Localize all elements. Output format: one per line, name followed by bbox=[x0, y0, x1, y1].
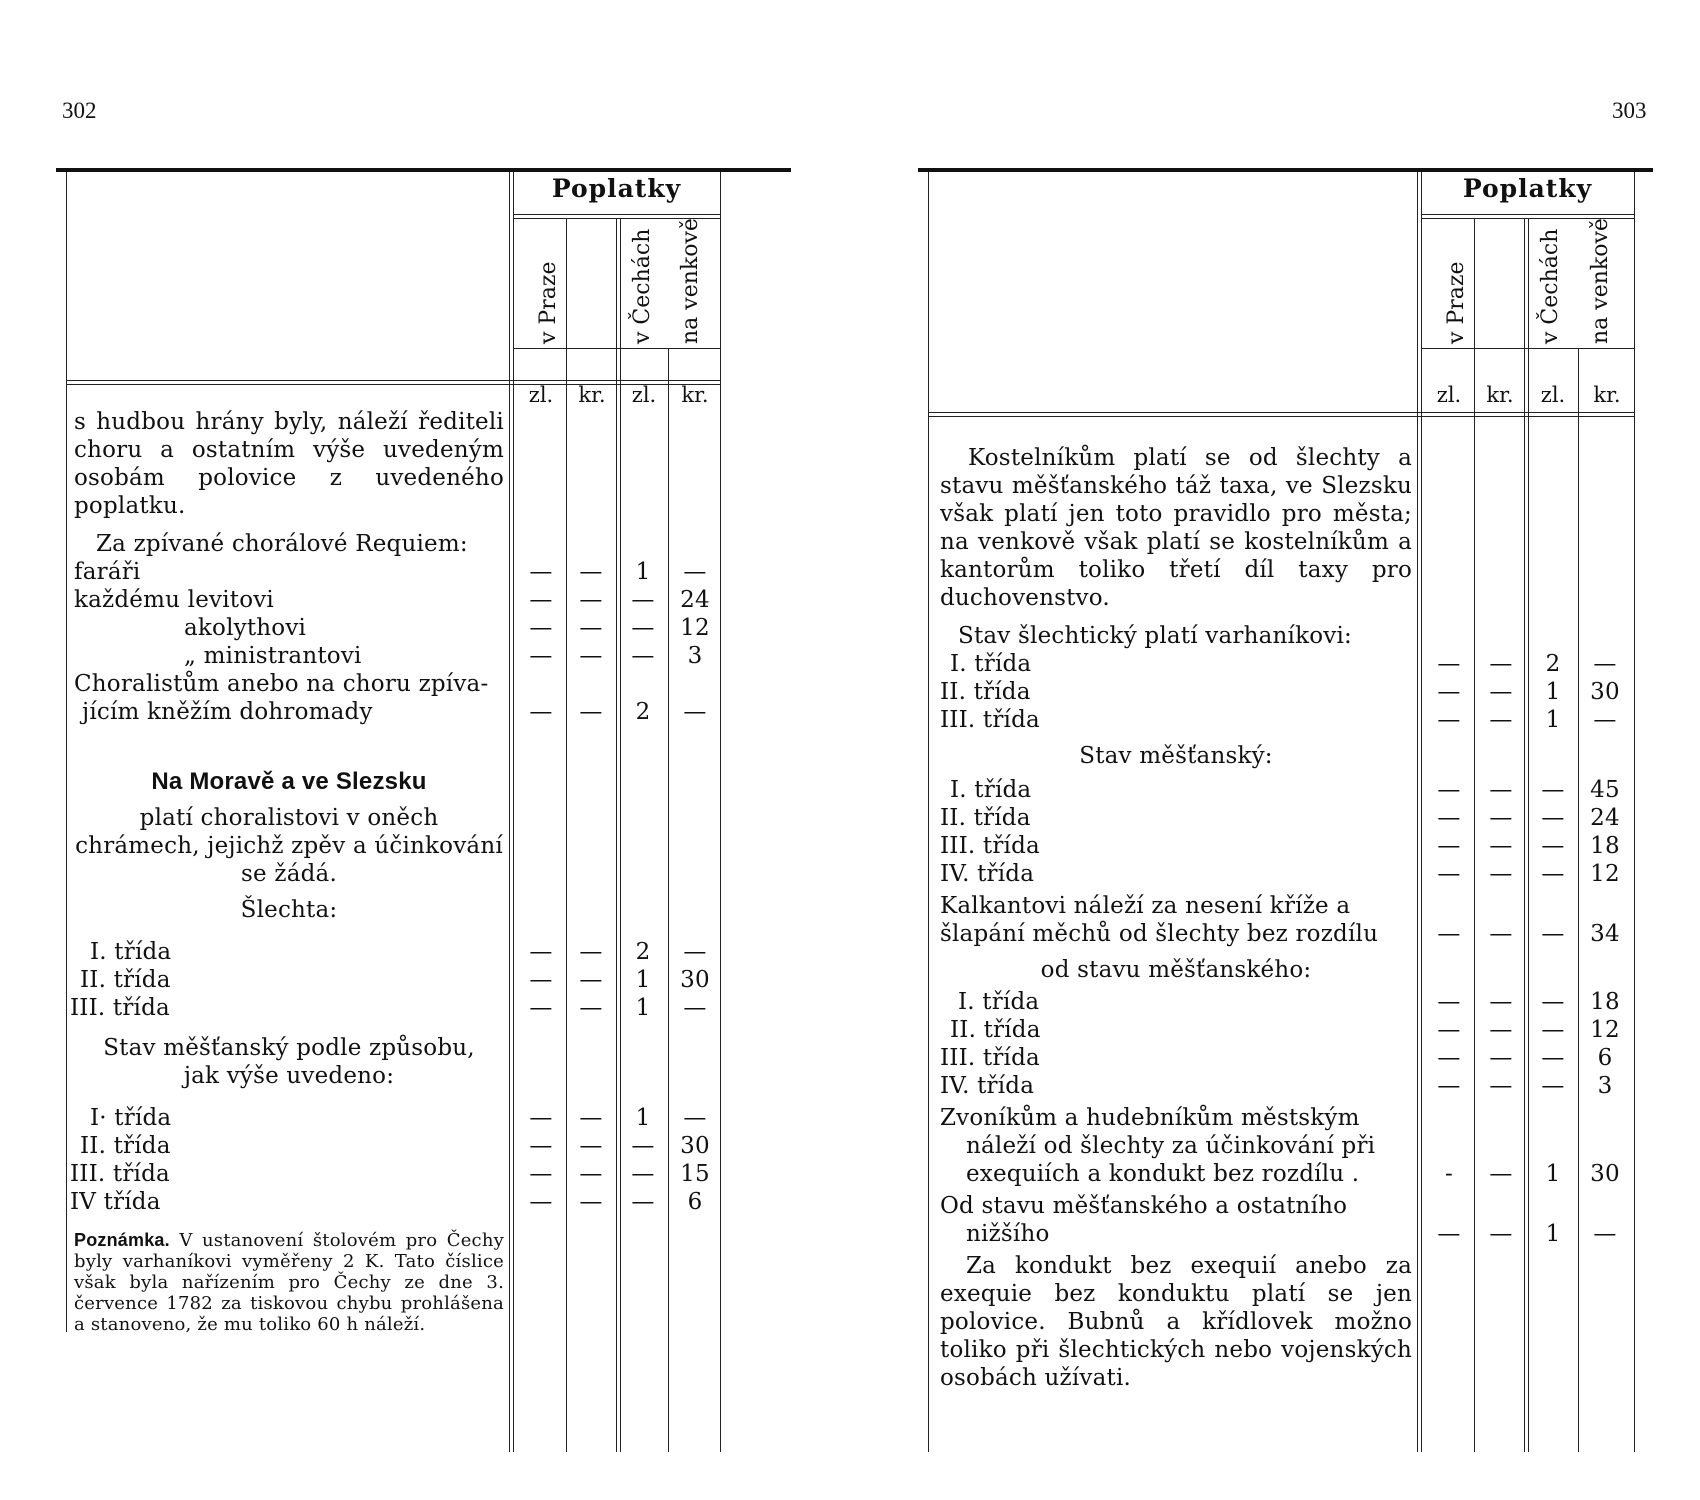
row-label: I. třída bbox=[950, 777, 1032, 803]
row-label: I· třída bbox=[90, 1105, 172, 1131]
right-page bbox=[918, 168, 1653, 1458]
row-value-2: — bbox=[579, 995, 603, 1021]
row-value-1: — bbox=[1437, 1073, 1461, 1099]
row-value-4: 6 bbox=[687, 1189, 703, 1215]
table-row bbox=[940, 804, 1620, 832]
zvon-row-1: Zvoníkům a hudebníkům městským bbox=[940, 1105, 1360, 1131]
row-label: I. třída bbox=[958, 989, 1040, 1015]
row-label: III. třída bbox=[70, 1161, 170, 1187]
table-row bbox=[74, 558, 707, 586]
row-value-2: — bbox=[579, 939, 603, 965]
row-value-4: 3 bbox=[1597, 1073, 1613, 1099]
row-value-1: — bbox=[1437, 805, 1461, 831]
row-value-3: — bbox=[1541, 1073, 1565, 1099]
poplatky-heading: Poplatky bbox=[1462, 174, 1593, 203]
row-value-4: 18 bbox=[1590, 989, 1620, 1015]
row-value-2: — bbox=[579, 559, 603, 585]
row-value-3: 1 bbox=[635, 995, 651, 1021]
row-value-3: 1 bbox=[1545, 679, 1561, 705]
row-value-3: 1 bbox=[635, 1105, 651, 1131]
row-value-1: — bbox=[1437, 989, 1461, 1015]
row-value-3: — bbox=[631, 643, 655, 669]
row-value-2: — bbox=[1489, 679, 1513, 705]
row-value-1: — bbox=[529, 939, 553, 965]
section-heading: Na Moravě a ve Slezsku bbox=[151, 768, 427, 795]
row-value-1: — bbox=[1437, 1017, 1461, 1043]
row-value-1: — bbox=[529, 1105, 553, 1131]
intro-paragraph: Kostelníkům platí se od šlechty a stavu měšťanského táž taxa, ve Slezsku však platí jen toto pravidlo pro města; na venkově však platí se kostelníkům a kantorům toliko třetí díl taxy pro duchovenstvo. bbox=[940, 445, 1412, 611]
row-value-2: — bbox=[579, 615, 603, 641]
row-value-1: — bbox=[529, 559, 553, 585]
row-value-1: — bbox=[529, 967, 553, 993]
row-value-3: — bbox=[1541, 805, 1565, 831]
intro-paragraph: s hudbou hrány byly, náleží řediteli choru a ostatním výše uvedeným osobám polovice z uvedeného poplatku. bbox=[74, 409, 504, 519]
footnote-text: V ustanovení štolovém pro Čechy byly varhaníkovi vyměřeny 2 K. Tato číslice však byla nařízením pro Čechy ze dne 3. července 1782 za tiskovou chybu prohlášena a stanoveno, že mu toliko 60 h náleží. bbox=[74, 1230, 504, 1335]
table-row bbox=[70, 1160, 710, 1188]
kalk-mest-heading: od stavu měšťanského: bbox=[1040, 957, 1312, 983]
requiem-table bbox=[74, 558, 710, 670]
row-value-4: — bbox=[683, 939, 707, 965]
row-value-3: — bbox=[1541, 1017, 1565, 1043]
row-value-4: 30 bbox=[1590, 679, 1620, 705]
column-heading-praha: v Praze bbox=[536, 261, 561, 344]
od-row-2: nižšího — — 1 — bbox=[966, 1221, 1617, 1247]
row-value-1: — bbox=[1437, 1045, 1461, 1071]
row-value-4: 30 bbox=[680, 1133, 710, 1159]
row-label: III. třída bbox=[70, 995, 170, 1021]
row-label: III. třída bbox=[940, 707, 1040, 733]
row-value-4: 3 bbox=[687, 643, 703, 669]
row-value-2: — bbox=[1489, 1017, 1513, 1043]
row-value-2: — bbox=[1489, 707, 1513, 733]
row-value-2: — bbox=[1489, 777, 1513, 803]
choralists-row-2: jícím kněžím dohromady — — 2 — bbox=[82, 699, 707, 725]
row-value-3: — bbox=[631, 1133, 655, 1159]
right-body bbox=[940, 444, 1620, 1392]
row-value-3: — bbox=[1541, 777, 1565, 803]
header-rule-3 bbox=[513, 348, 720, 349]
table-row bbox=[940, 706, 1617, 734]
row-value-1: — bbox=[529, 1133, 553, 1159]
table-row bbox=[940, 678, 1620, 706]
row-value-3: 1 bbox=[635, 967, 651, 993]
right-border bbox=[1634, 172, 1635, 1452]
row-value-2: — bbox=[579, 587, 603, 613]
row-value-4: — bbox=[1593, 707, 1617, 733]
col-line-1 bbox=[566, 218, 567, 1452]
col-line-2 bbox=[616, 218, 617, 1452]
text-column-border bbox=[1417, 172, 1418, 1452]
row-value-3: 1 bbox=[635, 559, 651, 585]
row-label: III. třída bbox=[940, 1045, 1040, 1071]
row-value-4: — bbox=[683, 995, 707, 1021]
row-value-1: — bbox=[529, 1189, 553, 1215]
od-row-1: Od stavu měšťanského a ostatního bbox=[940, 1193, 1348, 1219]
table-row bbox=[940, 650, 1617, 678]
left-page bbox=[56, 168, 791, 1458]
row-value-1: — bbox=[529, 615, 553, 641]
kalk-row-2: šlapání měchů od šlechty bez rozdílu — — — 34 bbox=[940, 921, 1620, 947]
table-row bbox=[74, 1104, 707, 1132]
row-value-2: — bbox=[579, 643, 603, 669]
row-label: II. třída bbox=[950, 1017, 1041, 1043]
poplatky-heading: Poplatky bbox=[551, 174, 682, 203]
row-value-2: — bbox=[579, 1161, 603, 1187]
row-value-3: 2 bbox=[635, 939, 651, 965]
row-value-4: 15 bbox=[680, 1161, 710, 1187]
row-value-3: — bbox=[1541, 833, 1565, 859]
unit-zl-2: zl. bbox=[1540, 383, 1566, 407]
unit-kr: kr. bbox=[1486, 383, 1514, 407]
table-row bbox=[940, 1016, 1620, 1044]
col-line-3 bbox=[1578, 348, 1579, 1452]
row-label: III. třída bbox=[940, 833, 1040, 859]
row-value-2: — bbox=[1489, 989, 1513, 1015]
row-value-1: — bbox=[529, 1161, 553, 1187]
row-value-3: — bbox=[631, 1161, 655, 1187]
left-body bbox=[70, 408, 710, 1335]
unit-zl: zl. bbox=[1436, 383, 1462, 407]
kalk-row-1: Kalkantovi náleží za nesení kříže a bbox=[940, 893, 1351, 919]
row-value-2: — bbox=[1489, 651, 1513, 677]
row-label: „ ministrantovi bbox=[184, 643, 362, 669]
row-value-2: — bbox=[1489, 805, 1513, 831]
row-label: II. třída bbox=[940, 805, 1031, 831]
table-row bbox=[940, 776, 1620, 804]
column-heading-praha: v Praze bbox=[1444, 261, 1469, 344]
varh-table bbox=[940, 650, 1620, 734]
table-row bbox=[940, 1044, 1613, 1072]
unit-kr-2: kr. bbox=[1593, 383, 1621, 407]
section-intro: platí choralistovi v oněch chrámech, jejichž zpěv a účinkování se žádá. bbox=[75, 805, 503, 887]
row-value-4: 45 bbox=[1590, 777, 1620, 803]
row-value-2: — bbox=[1489, 861, 1513, 887]
row-value-4: 30 bbox=[680, 967, 710, 993]
row-value-1: — bbox=[1437, 679, 1461, 705]
row-value-1: — bbox=[1437, 651, 1461, 677]
row-value-4: 24 bbox=[1590, 805, 1620, 831]
table-row bbox=[74, 938, 707, 966]
header-rule-3 bbox=[1421, 348, 1634, 349]
col-line-3 bbox=[668, 348, 669, 1452]
column-heading-venkove: na venkově bbox=[678, 218, 703, 344]
header-bottom-rule bbox=[928, 412, 1634, 413]
table-row bbox=[74, 586, 710, 614]
table-row bbox=[74, 642, 703, 670]
row-label: I. třída bbox=[950, 651, 1032, 677]
row-value-3: — bbox=[1541, 1045, 1565, 1071]
row-value-3: — bbox=[631, 1189, 655, 1215]
row-label: IV. třída bbox=[940, 1073, 1035, 1099]
zvon-row-2: náleží od šlechty za účinkování při bbox=[966, 1133, 1376, 1159]
table-row bbox=[940, 832, 1620, 860]
table-row bbox=[940, 988, 1620, 1016]
row-label: II. třída bbox=[940, 679, 1031, 705]
text-column-border-2 bbox=[513, 172, 514, 1452]
top-rule bbox=[918, 168, 1653, 172]
closing-paragraph: Za kondukt bez exequií anebo za exequie bez konduktu platí se jen polovice. Bubnů a křídlovek možno toliko při šlechtických nebo vojenských osobách užívati. bbox=[940, 1253, 1412, 1391]
row-value-1: — bbox=[1437, 777, 1461, 803]
row-value-1: — bbox=[1437, 861, 1461, 887]
top-rule bbox=[56, 168, 791, 172]
column-heading-cechach: v Čechách bbox=[1538, 228, 1563, 344]
row-value-4: 18 bbox=[1590, 833, 1620, 859]
row-value-3: 1 bbox=[1545, 707, 1561, 733]
kalk-table bbox=[940, 988, 1620, 1100]
mest-heading: Stav měšťanský podle způsobu, jak výše uvedeno: bbox=[103, 1035, 475, 1089]
table-row bbox=[74, 1132, 710, 1160]
right-border bbox=[720, 172, 721, 1452]
row-label: IV. třída bbox=[940, 861, 1035, 887]
row-label: IV třída bbox=[70, 1189, 161, 1215]
row-label: faráři bbox=[74, 559, 141, 585]
slechta-heading: Šlechta: bbox=[240, 897, 338, 923]
mest-table bbox=[940, 776, 1620, 888]
unit-kr-2: kr. bbox=[681, 383, 709, 407]
footnote-label: Poznámka. bbox=[74, 1230, 170, 1250]
requiem-heading: Za zpívané chorálové Requiem: bbox=[96, 531, 468, 557]
row-value-4: — bbox=[683, 559, 707, 585]
column-heading-cechach: v Čechách bbox=[630, 228, 655, 344]
left-border bbox=[66, 172, 67, 1332]
row-value-1: — bbox=[529, 643, 553, 669]
row-value-3: 2 bbox=[1545, 651, 1561, 677]
mest-table bbox=[70, 1104, 710, 1216]
mest-heading: Stav měšťanský: bbox=[1079, 743, 1273, 769]
row-label: II. třída bbox=[80, 967, 171, 993]
row-value-2: — bbox=[579, 1105, 603, 1131]
row-value-2: — bbox=[1489, 833, 1513, 859]
table-row bbox=[70, 1188, 703, 1216]
unit-zl-2: zl. bbox=[631, 383, 657, 407]
row-value-2: — bbox=[579, 1189, 603, 1215]
header-bottom-rule-2 bbox=[928, 416, 1634, 417]
table-row bbox=[70, 994, 707, 1022]
zvon-row-3: exequiích a kondukt bez rozdílu . - — 1 30 bbox=[966, 1161, 1620, 1187]
page-number-left: 302 bbox=[62, 98, 97, 123]
row-label: každému levitovi bbox=[74, 587, 274, 613]
unit-zl: zl. bbox=[528, 383, 554, 407]
row-label: I. třída bbox=[90, 939, 172, 965]
row-value-1: — bbox=[529, 587, 553, 613]
choralists-row-1: Choralistům anebo na choru zpíva- bbox=[74, 671, 489, 697]
text-column-border-2 bbox=[1421, 172, 1422, 1452]
row-value-1: — bbox=[529, 995, 553, 1021]
row-value-4: 6 bbox=[1597, 1045, 1613, 1071]
footnote bbox=[74, 1230, 504, 1335]
row-value-2: — bbox=[1489, 1073, 1513, 1099]
left-border bbox=[928, 172, 929, 1452]
row-value-4: 12 bbox=[1590, 1017, 1620, 1043]
col-line-1 bbox=[1474, 218, 1475, 1452]
row-label: II. třída bbox=[80, 1133, 171, 1159]
row-value-4: 12 bbox=[1590, 861, 1620, 887]
row-value-4: — bbox=[683, 1105, 707, 1131]
column-heading-venkove: na venkově bbox=[1588, 218, 1613, 344]
row-value-3: — bbox=[1541, 989, 1565, 1015]
page-number-right: 303 bbox=[1612, 98, 1647, 123]
row-value-2: — bbox=[579, 967, 603, 993]
row-value-2: — bbox=[579, 1133, 603, 1159]
text-column-border bbox=[509, 172, 510, 1452]
row-value-2: — bbox=[1489, 1045, 1513, 1071]
table-row bbox=[74, 614, 710, 642]
varh-heading: Stav šlechtický platí varhaníkovi: bbox=[958, 623, 1352, 649]
table-row bbox=[74, 966, 710, 994]
slechta-table bbox=[70, 938, 710, 1022]
row-value-4: 24 bbox=[680, 587, 710, 613]
row-value-1: — bbox=[1437, 833, 1461, 859]
row-value-3: — bbox=[631, 587, 655, 613]
row-value-3: — bbox=[1541, 861, 1565, 887]
row-value-4: — bbox=[1593, 651, 1617, 677]
row-value-3: — bbox=[631, 615, 655, 641]
table-row bbox=[940, 860, 1620, 888]
row-value-1: — bbox=[1437, 707, 1461, 733]
table-row bbox=[940, 1072, 1613, 1100]
row-value-4: 12 bbox=[680, 615, 710, 641]
row-label: akolythovi bbox=[184, 615, 307, 641]
unit-kr: kr. bbox=[578, 383, 606, 407]
